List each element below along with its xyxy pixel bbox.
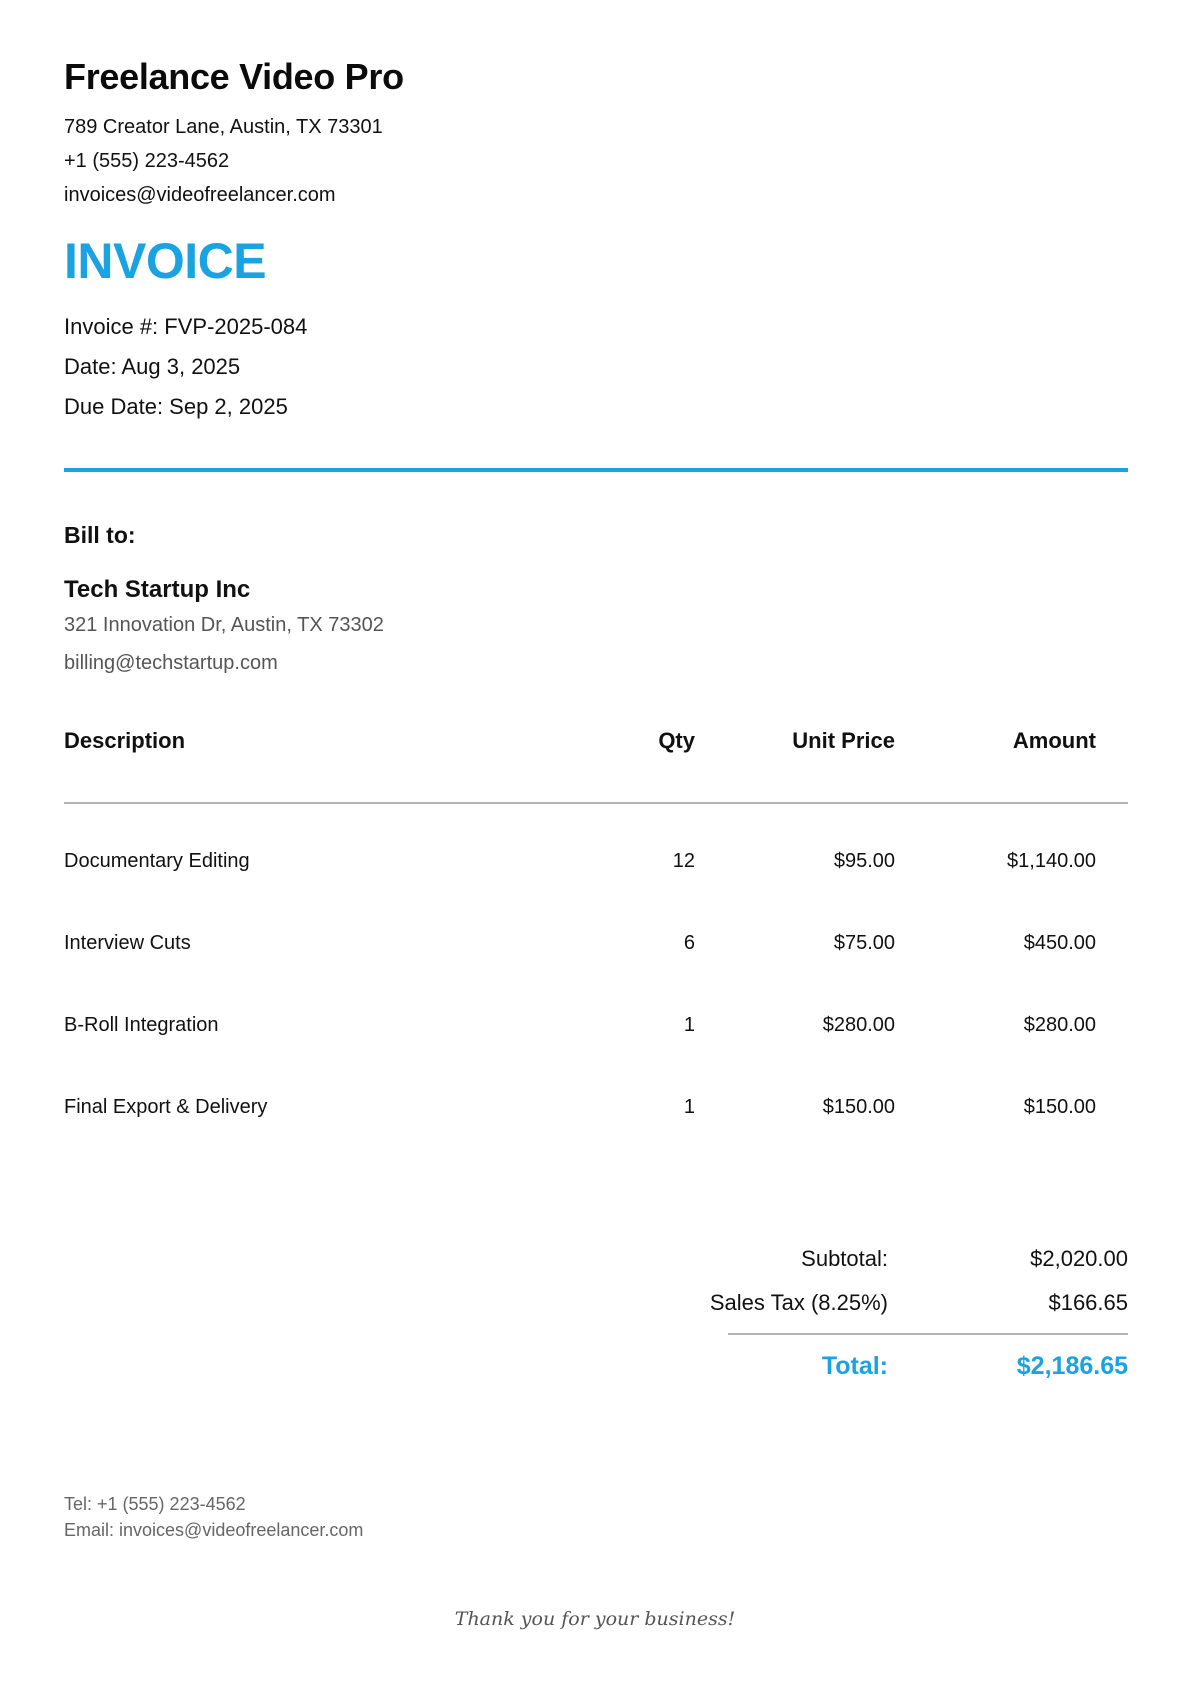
table-header-divider: [64, 802, 1128, 804]
column-header-qty: Qty: [658, 728, 695, 753]
column-header-amount: Amount: [1012, 728, 1096, 753]
sales-tax-label: Sales Tax (8.25%): [709, 1290, 888, 1315]
invoice-due-date: Due Date: Sep 2, 2025: [64, 394, 288, 419]
invoice-number: Invoice #: FVP-2025-084: [64, 314, 308, 339]
header-divider: [64, 468, 1128, 472]
row-description: B-Roll Integration: [64, 1014, 219, 1036]
company-address: 789 Creator Lane, Austin, TX 73301: [64, 116, 383, 138]
invoice-title: INVOICE: [64, 233, 267, 289]
row-unit-price: $75.00: [833, 932, 895, 954]
row-qty: 6: [683, 932, 695, 954]
total-value: $2,186.65: [1016, 1352, 1128, 1380]
thank-you-note: Thank you for your business!: [454, 1608, 736, 1630]
row-description: Documentary Editing: [64, 850, 250, 872]
subtotal-label: Subtotal:: [801, 1246, 888, 1271]
footer-tel: Tel: +1 (555) 223-4562: [64, 1494, 246, 1514]
row-amount: $150.00: [1023, 1096, 1096, 1118]
row-unit-price: $150.00: [822, 1096, 895, 1118]
company-email: invoices@videofreelancer.com: [64, 184, 336, 206]
column-header-description: Description: [64, 728, 186, 753]
row-amount: $1,140.00: [1007, 850, 1096, 872]
bill-to-label: Bill to:: [64, 522, 136, 548]
row-qty: 1: [683, 1014, 695, 1036]
row-qty: 1: [683, 1096, 695, 1118]
total-label: Total:: [821, 1352, 888, 1380]
client-address: 321 Innovation Dr, Austin, TX 73302: [64, 614, 384, 636]
subtotal-value: $2,020.00: [1030, 1246, 1128, 1271]
totals-divider: [728, 1333, 1128, 1335]
row-description: Interview Cuts: [64, 932, 191, 954]
sales-tax-value: $166.65: [1048, 1290, 1128, 1315]
footer-email: Email: invoices@videofreelancer.com: [64, 1520, 364, 1540]
client-name: Tech Startup Inc: [64, 576, 251, 603]
company-name: Freelance Video Pro: [64, 56, 404, 97]
company-phone: +1 (555) 223-4562: [64, 150, 230, 172]
invoice-date: Date: Aug 3, 2025: [64, 354, 241, 379]
row-amount: $450.00: [1023, 932, 1096, 954]
row-description: Final Export & Delivery: [64, 1096, 268, 1118]
row-amount: $280.00: [1023, 1014, 1096, 1036]
column-header-unit-price: Unit Price: [792, 728, 895, 753]
client-email: billing@techstartup.com: [64, 652, 278, 674]
row-unit-price: $280.00: [822, 1014, 895, 1036]
row-qty: 12: [672, 850, 695, 872]
row-unit-price: $95.00: [833, 850, 895, 872]
